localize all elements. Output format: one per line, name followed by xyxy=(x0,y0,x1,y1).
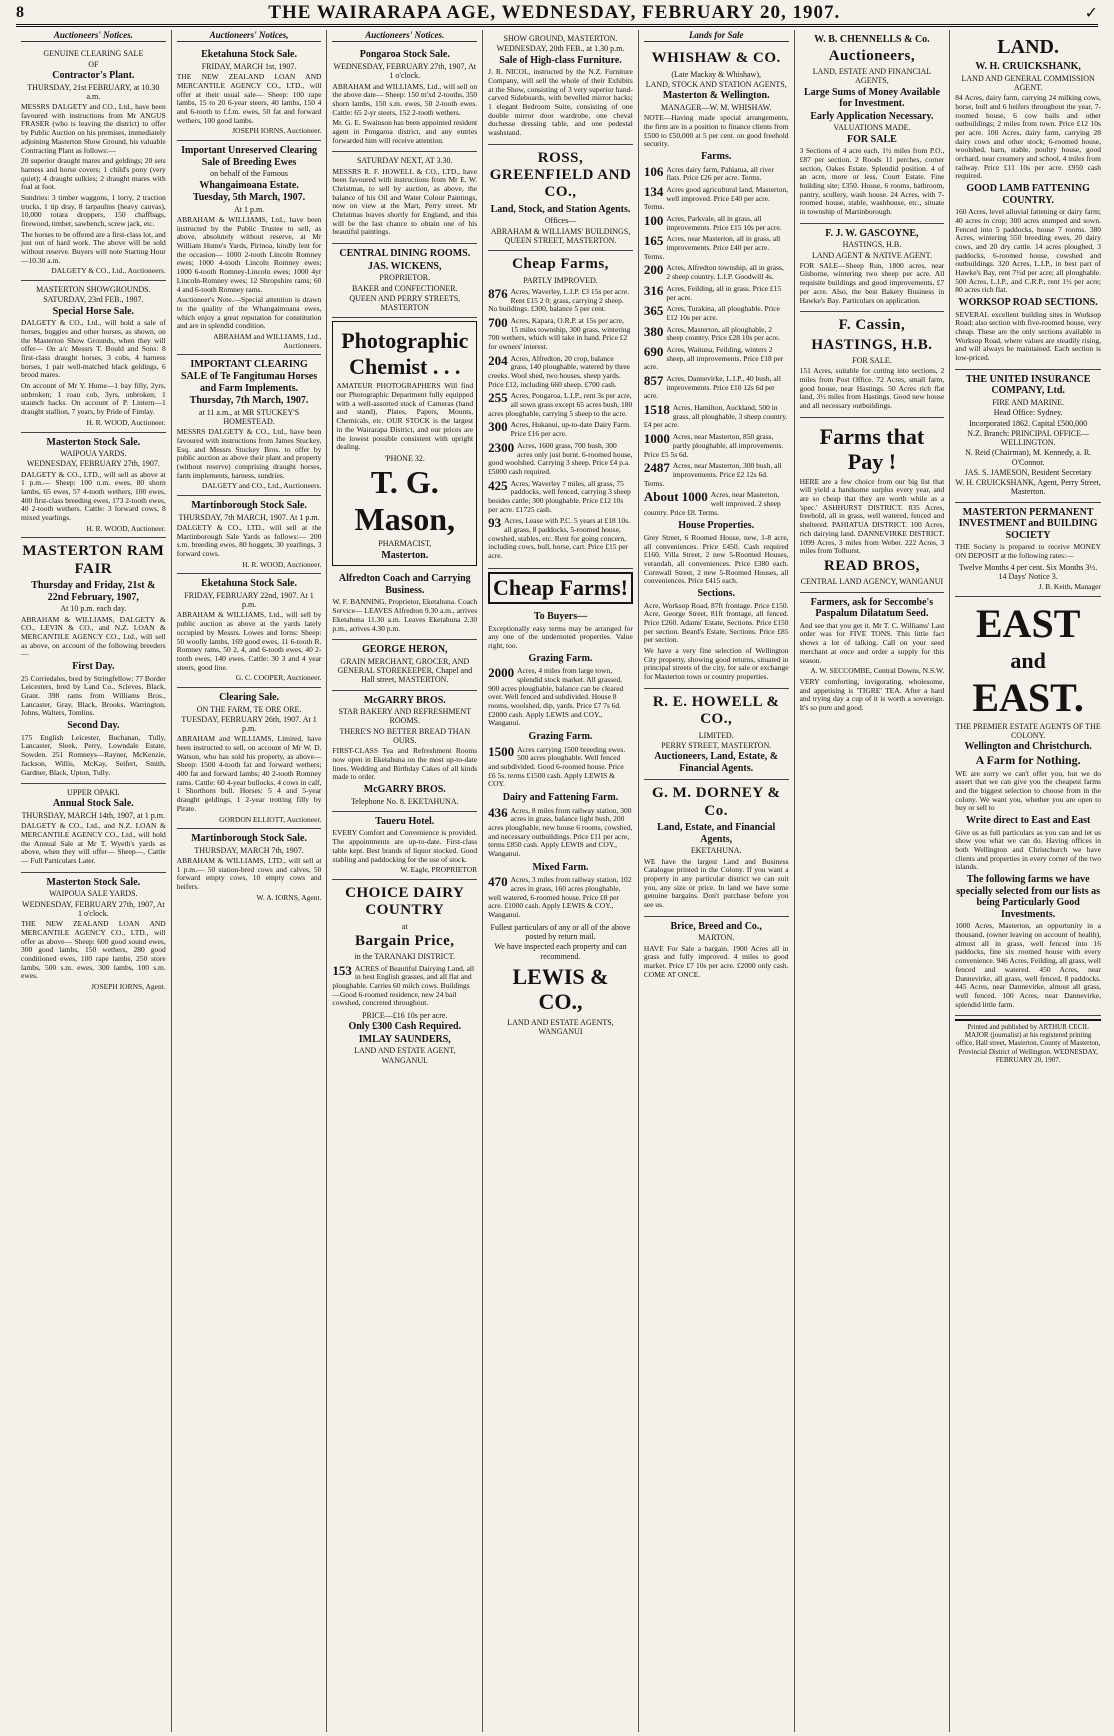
column-1 xyxy=(16,30,172,1732)
waipoua-sale-ad: Masterton Stock Sale. WAIPOUA YARDS. WEDNESDAY, FEBRUARY 27th, 1907. DALGETY & CO., LTD., will sell as above at 1 p.m.— Sheep: 100 n.m. ewes, 80 shorn lambs, 65 ewes, 57 4-tooth wethers, 100 ewes, 400 first-class breeding ewes, 173 2-tooth ewes, 40 2-tooth wethers. Cattle: 3 forward cows, 8 mixed yearlings. H. R. WOOD, Auctioneer. xyxy=(21,433,166,539)
list-item: 365 Acres, Turakina, all ploughable. Price £12 10s per acre. xyxy=(643,303,780,322)
list-item: 380 Acres, Masterton, all ploughable, 2 sheep country. Price £28 10s per acre. xyxy=(643,323,780,343)
list-item: 316 Acres, Feilding, all in grass. Price £15 per acre. xyxy=(643,282,782,302)
list-item: 106 Acres dairy farm, Pahiatua, all river flats. Price £26 per acre. Terms. xyxy=(643,163,775,183)
imprint-footer: Printed and published by ARTHUR CECIL MAJOR (journalist) at his registered printing office, Hall street, Masterton, County of Masterton, Provincial District of Wellington. WEDNESDAY, FEBRUARY 20, 1907. xyxy=(955,1019,1101,1064)
list-item: 857 Acres, Dannevirke, L.I.P., 40 bush, all improvements. Price £10 12s 6d per acre. xyxy=(643,373,781,401)
list-item: 700 Acres, Kapara, O.R.P. at 15s per acre, 15 miles township, 300 grass, wintering 700 wethers, which will take in hand. Price £2 for owners' interest. xyxy=(488,314,631,351)
list-item: About 1000 Acres, near Masterton, well improved. 2 sheep country. Price £8. Terms. xyxy=(643,489,781,517)
upper-opaki-ad: UPPER OPAKI. Annual Stock Sale. THURSDAY, MARCH 14th, 1907, at 1 p.m. DALGETY & CO., Ltd., and N.Z. LOAN & MERCANTILE AGENCY CO., Ltd., will hold the Annual Sale at Mr T. Wyeth's yards as above, when they will offer— Sheep—, Cattle— Full Particulars Later. xyxy=(21,784,166,873)
paspalum-seed-ad: Farmers, ask for Seccombe's Paspalum Dilatatum Seed. And see that you get it. Mr T. C. Williams' Last order was for FIVE TONS. This little fact shows a lot of talking. Call on your seed merchant at once and order a supply for this season. A. W. SECCOMBE, Central Downs, N.S.W. VERY comforting, invigorating, wholesome, and appetising is 'TIGRE' TEA. After a hard and trying day a cup of it is worth a sovereign. It's so pure and good. xyxy=(799,596,945,712)
clearing-sale-ad: GENUINE CLEARING SALE OF Contractor's Plant. THURSDAY, 21st FEBRUARY, at 10.30 a.m. MESSRS DALGETY and CO., Ltd., have been favoured with instructions from Mr ANGUS FRASER (who is leaving the district) to offer by Public Auction on his premises, immediately adjoining Masterton Show Ground, his valuable Contracting Plant as follows:— 20 superior draught mares and geldings; 20 sets harness and horse covers; 1 child's pony (very quiet); 4 draught sulkies; 2 draught mares with foal at foot. Sundries: 3 timber waggons, 1 lorry, 2 traction trucks, 1 tip dray, 8 tarpaulins (heavy canvas), 10,000 totara droppers, 150 chaffbags, firewood, timber, sawbench, screw jack, etc. The horses to be offered are a first-class lot, and just out of hard work. The above will be sold without reserve. Buyers will note Starting Hour—10.30 a.m. DALGETY & CO., Ltd., Auctioneers. xyxy=(21,45,166,281)
newspaper-title: THE WAIRARAPA AGE, WEDNESDAY, FEBRUARY 20, 1907. xyxy=(268,2,841,23)
eketahuna-sale-ad: Eketahuna Stock Sale. FRIDAY, MARCH 1st, 1907. THE NEW ZEALAND LOAN AND MERCANTILE AGENCY CO., LTD., will offer at their usual sale— Sheep: 100 rape lambs, 15 to 20 6-year steers, 40 lambs, 150 4 and 6-tooth to f.f.m. ewes, 50 fat and forward wethers, 100 good lambs. JOSEPH IORNS, Auctioneer. xyxy=(177,45,322,141)
united-insurance-ad: THE UNITED INSURANCE COMPANY, Ltd. FIRE AND MARINE. Head Office: Sydney. Incorporated 1862. Capital £500,000 N.Z. Branch: PRINCIPAL OFFICE—WELLINGTON. N. Reid (Chairman), M. Kennedy, a. R. O'Connor. JAS. S. JAMESON, Resident Secretary W. H. CRUICKSHANK, Agent, Perry Street, Masterton. xyxy=(955,370,1101,503)
column-3 xyxy=(327,30,483,1732)
brice-breed-ad: Brice, Breed and Co., MARTON. HAVE For Sale a bargain. 1900 Acres all in grass and fully improved. 4 miles to good market. Price £7 10s per acre. £2000 only cash. COME AT ONCE. xyxy=(643,920,789,979)
list-item: 93 Acres, Lease with P.C. 5 years at £18 10s. all grass, 8 paddocks, 5-roomed house, cowshed, stables, etc. Rent for going concern, including cows, bull, horse, cart. Price £15 per acre. xyxy=(488,515,630,561)
coach-service-ad: Alfredton Coach and Carrying Business. W. F. BANNING, Proprietor, Eketahuna. Coach Service— LEAVES Alfredton 9.30 a.m., arrives Eketahuna 11.30 a.m. Leaves Eketahuna 2.30 p.m., arrives 4.30 p.m. xyxy=(332,569,477,640)
chennells-ad: W. B. CHENNELLS & Co. Auctioneers, LAND, ESTATE AND FINANCIAL AGENTS, Large Sums of Money Available for Investment. Early Application Necessary. VALUATIONS MADE. FOR SALE 3 Sections of 4 acre each, 1½ miles from P.O., £87 per section. 2 Roods 11 perches, corner section, Oakes Estate. Splendid position. 4 of an acre, more or less, Court Estate. Fine building site; £350. House, 6 rooms, bathroom, pantry, scullery, wash house. 24 Acres, with 7-roomed house, stable, washhouse, etc., situate in township of Martinborough. xyxy=(800,30,945,224)
land-heading: LAND. xyxy=(997,36,1059,58)
column-5 xyxy=(639,30,795,1732)
waipoua-sale-2-ad: Masterton Stock Sale. WAIPOUA SALE YARDS. WEDNESDAY, FEBRUARY 27th, 1907, At 1 o'clock. THE NEW ZEALAND LOAN AND MERCANTILE AGENCY CO., LTD., will offer as above— Sheep: 600 good sound ewes, 300 good lambs, 150 wethers, 280 good conditioned ewes, 100 rape lambs, 250 store lambs, 500 s.m. ewes, 300 lambs, 100 s.m. ewes. JOSEPH IORNS, Agent. xyxy=(21,876,166,991)
list-item: 690 Acres, Waituna, Feilding, winters 2 sheep, all improvements. Price £18 per acre. xyxy=(643,343,784,372)
list-item: 1000 Acres, near Masterton, 850 grass, partly ploughable, all improvements. Price £5 5s 6d. xyxy=(643,431,784,459)
paintings-auction-ad: SATURDAY NEXT, AT 3.30. MESSRS R. F. HOWELL & CO., LTD., have been favoured with instructions from Mr E. W. Christmas, to sell by auction, as above, the balance of his Oil and Water Colour Paintings, now on view at the Mart, Perry street. Mr Christmas leaves shortly for England, and this will be the last chance to obtain one of his beautiful paintings. xyxy=(332,152,477,244)
cheap-farms-list xyxy=(488,285,633,561)
cruickshank-ad: LAND. W. H. CRUICKSHANK, LAND AND GENERAL COMMISSION AGENT. 84 Acres, dairy farm, carrying 24 milking cows, horse, bull and 6 heifers throughout the year, 7-roomed house, 6 cow bails and other outbuildings; 2 miles from town. Price £12 10s per acre. 100 Acres, dairy farm, carrying 28 dairy cows and other stock; 6-roomed house, woolshed, barn, stable, poultry house, good orchard, near creamery and school, 4 miles from railway. Price £11 10s per acre. £950 cash required. GOOD LAMB FATTENING COUNTRY. 160 Acres, level alluvial fattening or dairy farm; 40 acres in crop; 300 acres stumped and sown. Fenced into 5 paddocks, house 7 rooms. 380 Acres, wintering 550 breeding ewes, 20 dairy cows, and 20 dry cattle. 14 acres ploughed, 3 paddocks, 6-roomed house, cowshed and outbuildings. 320 Acres, L.I.P., in best part of Hawke's Bay, rent 7½d per acre; all ploughable. 500 Acres, L.I.P., and C.R.P., rent 1½ per acre; 80 acres rich flat. WORKSOP ROAD SECTIONS. SEVERAL excellent building sites in Worksop Road; also section with five-roomed house, very cheap. These are the only sections available in Worksop Road, where values are steadily rising, and will always be maintained. Each section is low-priced. xyxy=(955,30,1101,370)
column-header: Auctioneers' Notices. xyxy=(332,30,477,42)
list-item: 204 Acres, Alfredton, 20 crop, balance grass, 140 ploughable, watered by three creeks. Wool shed, two houses, sheep yards. Price £12, including 660 sheep. £700 cash. xyxy=(488,352,630,389)
whishaw-ad: WHISHAW & CO. (Late Mackay & Whishaw), LAND, STOCK AND STATION AGENTS, Masterton & Wellington. MANAGER—W. M. WHISHAW. NOTE—Having made special arrangements, the firm are in a position to finance clients from £500 to £50,000 at 5 per cent. on good freehold security. Farms. 106 Acres dairy farm, Pahiatua, all river flats. Price £26 per acre. Terms. 134 Acres good agricultural land, Masterton, well improved. Price £40 per acre. Terms. 100 Acres, Parkvale, all in grass, all improvements. Price £15 10s per acre. 165 Acres, near Masterton, all in grass, all improvements. Price £40 per acre. Terms. 200 Acres, Alfredton township, all in grass, 2 sheep country. L.I.P. Goodwill 4s. 316 Acres, Feilding, all in grass. Price £15 per acre. 365 Acres, Turakina, all ploughable. Price £12 10s per acre. 380 Acres, Masterton, all ploughable, 2 sheep country. Price £28 10s per acre. 690 Acres, Waituna, Feilding, winters 2 sheep, all improvements. Price £18 per acre. 857 Acres, Dannevirke, L.I.P., 40 bush, all improvements. Price £10 12s 6d per acre. 1518 Acres, Hamilton, Auckland, 500 in grass, all ploughable, 3 sheep country. £4 per acre. 1000 Acres, near Masterton, 850 grass, partly ploughable, all improvements. Price £5 5s 6d. 2487 Acres, near Masterton, 300 bush, all improvements. Price £2 12s 6d. Terms. About 1000 Acres, near Masterton, well improved. 2 sheep country. Price £8. Terms. House Properties. Grey Street, 6 Roomed House, new, 1-8 acre, all conveniences. Price £450. Cash required £160. Villa Street, 2 new 5-Roomed Houses, verandah, all conveniences. Price £380 each. Cornwall Street, 2 new 5-Roomed Houses, all conveniences. Price £415 each. Sections. Acre, Worksop Road, 87ft frontage. Price £150. Acre, George Street, 81ft frontage, all fenced. Price £260. Adams' Estate, Sections. Price £150 per section. Beard's Estate, Sections. Price £85 per section. We have a very fine selection of Wellington City property, showing good returns, situated in principal streets of the city, for sale or exchange for Masterton town or country properties. xyxy=(644,45,789,688)
list-item: 300 Acres, Hukanui, up-to-date Dairy Farm. Price £16 per acre. xyxy=(488,419,631,439)
furniture-sale-ad: SHOW GROUND, MASTERTON. WEDNESDAY, 20th FEB., at 1.30 p.m. Sale of High-class Furniture. J. R. NICOL, instructed by the N.Z. Furniture Company, will sell the whole of their Exhibits at the Show, consisting of 3 very superior hand-carved Sideboards, with bevelled mirror backs; 1 elegant Bedroom Suite, consisting of one double mirror door wardrobe, one cheval duchesse dressing table, and one pedestal washstand. xyxy=(488,30,633,145)
columns xyxy=(16,30,1106,1732)
eketahuna-sale-2-ad: Eketahuna Stock Sale. FRIDAY, FEBRUARY 22nd, 1907. At 1 p.m. ABRAHAM & WILLIAMS, Ltd., will sell by public auction as above at the yards lately occupied by Messrs. Lowes and Iorns: Sheep: 50 woolly lambs, 169 good ewes, 11 6-tooth R. Romney rams, 50 2, 4, and 6-tooth ewes, 40 2-tooth ewes, 140 ewes. Cattle: 30 3 and 4 year steers, good line. G. C. COOPER, Auctioneer. xyxy=(177,574,322,688)
list-item: 2300 Acres, 1600 grass, 700 bush, 300 acres only just burnt. 6-roomed house, good woolshed. Carrying 3 sheep. Price £4 p.a. £5000 cash required. xyxy=(488,439,633,476)
building-society-ad: MASTERTON PERMANENT INVESTMENT and BUILDING SOCIETY THE Society is prepared to receive MONEY ON DEPOSIT at the following rates:— Twelve Months 4 per cent. Six Months 3½. 14 Days' Notice 3. J. B. Keith, Manager xyxy=(955,503,1101,597)
dining-rooms-ad: CENTRAL DINING ROOMS. JAS. WICKENS, PROPRIETOR. BAKER and CONFECTIONER. QUEEN AND PERRY STREETS, MASTERTON xyxy=(332,244,477,318)
mcgarry-bros-ad: McGARRY BROS. STAR BAKERY AND REFRESHMENT ROOMS. THERE'S NO BETTER BREAD THAN OURS. FIRST-CLASS Tea and Refreshment Rooms now open in Eketahuna on the most up-to-date lines. Wedding and Birthday Cakes of all kinds made to order. McGARRY BROS. Telephone No. 8. EKETAHUNA. xyxy=(332,691,477,812)
column-header: Lands for Sale xyxy=(644,30,789,42)
taueru-hotel-ad: Taueru Hotel. EVERY Comfort and Convenience is provided. The appointments are up-to-date. First-class table kept. Best brands of liquor stocked. Good stabling and paddocking for the use of stock. W. Eagle, PROPRIETOR xyxy=(332,812,477,880)
dairy-country-ad: CHOICE DAIRY COUNTRY at Bargain Price, in the TARANAKI DISTRICT. 153 ACRES of Beautiful Dairying Land, all in best English grasses, and all flat and ploughable. Carries 60 milch cows. Buildings—Good 6-roomed residence, new 24 bail cowshed, concreted throughout. PRICE—£16 10s per acre. Only £300 Cash Required. IMLAY SAUNDERS, LAND AND ESTATE AGENT, WANGANUI. xyxy=(332,884,475,1065)
list-item: 165 Acres, near Masterton, all in grass, all improvements. Price £40 per acre. Terms. xyxy=(643,233,781,261)
george-heron-ad: GEORGE HERON, GRAIN MERCHANT, GROCER, AND GENERAL STOREKEEPER, Chapel and Hall street, MASTERTON. xyxy=(332,640,477,690)
list-item: 425 Acres, Waverley 7 miles, all grass, 75 paddocks, well fenced, carrying 3 sheep besides cattle; 300 ploughable. Price £12 10s per acre. £1725 cash. xyxy=(488,477,631,514)
list-item: 200 Acres, Alfredton township, all in grass, 2 sheep country. L.I.P. Goodwill 4s. xyxy=(643,262,784,282)
dorney-ad: G. M. DORNEY & Co. Land, Estate, and Financial Agents, EKETAHUNA. WE have the largest Land and Business Catalogue printed in the Colony. If you want a property in any particular district we can suit you, any size or price. In land we have some genuine bargains. Don't purchase before you see us. xyxy=(644,780,789,916)
martinborough-sale-2-ad: Martinborough Stock Sale. THURSDAY, MARCH 7th, 1907. ABRAHAM & WILLIAMS, LTD., will sell at 1 p.m.— 50 station-bred cows and calves, 50 forward empty cows, 10 empty cows and heifers. W. A. IORNS, Agent. xyxy=(176,833,322,902)
ross-greenfield-ad: ROSS, GREENFIELD AND CO., Land, Stock, and Station Agents. Offices— ABRAHAM & WILLIAMS' BUILDINGS, QUEEN STREET, MASTERTON. xyxy=(488,145,633,252)
masthead xyxy=(16,2,1098,27)
list-item: 2487 Acres, near Masterton, 300 bush, all improvements. Price £2 12s 6d. Terms. xyxy=(643,460,782,488)
cheap-farms-banner: Cheap Farms! xyxy=(488,572,633,604)
east-and-east-ad: EAST and EAST. THE PREMIER ESTATE AGENTS OF THE COLONY. Wellington and Christchurch. A Farm for Nothing. WE are sorry we can't offer you, but we do assert that we can give you the cheapest farms and the biggest selection to choose from in the colony. We want you, whether you are open to buy or sell to Write direct to East and East Give us as full particulars as you can and let us show you what we can do. Having offices in both Wellington and Christchurch we have clients and properties in every corner of the two islands. The following farms we have specially selected from our lists as being Particularly Good Investments. 1000 Acres, Masterton, an opportunity in a thousand, (owner leaving on account of health), almost all in grass, well fenced into 16 paddocks, fine six roomed house with every convenience. 946 Acres, Feilding, all grass, well fenced and watered. 450 Acres, near Dannevirke, all grass, well fenced, 8 paddocks. 445 Acres, near Dannevirke, almost all grass, well fenced. 100 Acres, near Dannevirke, splendid little farm. xyxy=(955,597,1101,1016)
photographic-chemist-ad: Photographic Chemist . . . AMATEUR PHOTOGRAPHERS Will find our Photographic Department fully equipped with a well-assorted stock of Cameras (hand and stand), Plates, Papers, Mounts, Chemicals, etc. OUR STOCK is the largest in the Wairarapa District, and our prices are the lowest possible consistent with upright dealing. 'PHONE 32. T. G. Mason, PHARMACIST, Masterton. xyxy=(332,321,477,566)
column-7 xyxy=(950,30,1106,1732)
pongaroa-sale-ad: Pongaroa Stock Sale. WEDNESDAY, FEBRUARY 27th, 1907, At 1 o'clock. ABRAHAM and WILLIAMS, Ltd., will sell on the above date— Sheep: 150 m'xd 2-tooths, 350 shorn lambs, 150 s.m. ewes, 50 2-tooth ewes. Cattle: 65 2-yr steers, 152 2-tooth wethers. Mr. G. E. Swainson has been appointed resident agent in Pongaroa district, and any entries forwarded him will receive attention. xyxy=(332,45,477,152)
te-ore-ore-clearing-ad: Clearing Sale. ON THE FARM, TE ORE ORE. TUESDAY, FEBRUARY 26th, 1907. At 1 p.m. ABRAHAM and WILLIAMS, Limited, have been instructed to sell, on account of Mr W. D. Watson, who has sold his property, as above— Sheep: 1500 4-tooth fat and forward wethers; 400 fat and forward lambs; 40 2-tooth Romney rams. Cattle: 60 4-year bullocks, 4 cows in calf, 1 Shorthorn bull. Horses: 5 4 and 5-year draught geldings, 1 2-year trotting filly by Pirate. GORDON ELLIOTT, Auctioneer. xyxy=(177,688,322,829)
cassin-ad: F. Cassin, HASTINGS, H.B. FOR SALE. 151 Acres, suitable for cutting into sections, 2 miles from Post Office. 72 Acres, small farm, good house, near Hastings. 50 Acres rich flat land, 3½ miles from Hastings. Good new house and all necessary outbuildings. xyxy=(800,312,945,417)
farms-that-pay-ad: Farms that Pay ! HERE are a few choice from our big list that will yield a handsome surplus every year, and are so cheap that they are worth while as a 'spec.' ASHHURST DISTRICT. 835 Acres, freehold, all in grass, well watered, fenced and sheltered. PAHIATUA DISTRICT. 100 Acres, rich dairying land. DANNEVIRKE DISTRICT. 1099 Acres, 3 miles from Weber. 222 Acres, 3 miles from Tolhurst. READ BROS, CENTRAL LAND AGENCY, WANGANUI xyxy=(800,418,945,593)
page-number: 8 xyxy=(16,4,24,21)
fangitumau-sale-ad: IMPORTANT CLEARING SALE of Te Fangitumau Horses and Farm Implements. Thursday, 7th March, 1907. at 11 a.m., at MR STUCKEY'S HOMESTEAD. MESSRS DALGETY & CO., Ltd., have been favoured with instructions from James Stuckey, Esq. and Messrs Stuckey Bros. to offer by public auction as above their plant and property (without reserve) comprising draught horses, farm implements, harness, sundries. DALGETY and CO., Ltd., Auctioneers. xyxy=(177,355,322,496)
horse-sale-ad: MASTERTON SHOWGROUNDS. SATURDAY, 23rd FEB., 1907. Special Horse Sale. DALGETY & CO., Ltd., will hold a sale of horses, buggies and other horses, as shown, on the Masterton Show Grounds, when they will offer— On a/c Messrs T. Bould and Sons: 8 first-class draught horses, 3 cobs, 4 harness horses, 1 pair well-matched black geldings, 6 brood mares. On account of Mr Y. Hume—1 bay filly, 2yrs, unbroken; 1 roan cob, 3yrs, unbroken; 1 staunch hacks. On account of P. Lintern—1 draught stallion, 7 years, by Pride of Fimlay. H. R. WOOD, Auctioneer. xyxy=(21,281,166,432)
column-4 xyxy=(483,30,639,1732)
martinborough-sale-ad: Martinborough Stock Sale. THURSDAY, 7th MARCH, 1907. At 1 p.m. DALGETY & CO., LTD., will sell at the Martinborough Sale Yards as follows:— 200 s.m. breeding ewes, 80 hoggets, 30 yearlings, 3 forward cows. H. R. WOOD, Auctioneer. xyxy=(177,496,322,574)
lewis-farms-ad: To Buyers— Exceptionally easy terms may be arranged for any one of the undernoted properties. Value right, too. Grazing Farm. 2000 Acres, 4 miles from large town, splendid stock market. All grassed. 900 acres ploughable, balance can be cleared over. Well fenced and subdivided. House 8 rooms, woolshed, dip, yards. Price £7 7s 6d. £2000 cash. Apply LEWIS and COY., Wanganui. Grazing Farm. 1500 Acres carrying 1500 breeding ewes. 500 acres ploughable. Well fenced and subdivided. Good 6-roomed house. Price £6 5s. terms £1500 cash. Apply LEWIS & COY. Dairy and Fattening Farm. 436 Acres, 8 miles from railway station, 300 acres in grass, balance light bush, 200 acres ploughable, new house 6 rooms, cowshed, and necessary outbuildings. Price £11 per acre, terms £850 cash. Apply LEWIS and COY., Wanganui. Mixed Farm. 470 Acres, 3 miles from railway station, 102 acres in grass, 160 acres ploughable, well watered, 6-roomed house. Price £8 per acre. £1000 cash. Apply LEWIS & COY., Wanganui. Fullest particulars of any or all of the above posted by return mail. We have inspected each property and can recommend. LEWIS & CO., LAND AND ESTATE AGENTS, WANGANUI xyxy=(488,610,633,1037)
howell-ad: R. E. HOWELL & CO., LIMITED. PERRY STREET, MASTERTON. Auctioneers, Land, Estate, & Financial Agents. xyxy=(644,689,789,781)
list-item: 876 Acres, Waverley, L.I.P. £3 15s per acre. Rent £15 2 0; grass, carrying 2 sheep. No buildings. £300, balance 5 per cent. xyxy=(488,285,629,314)
column-header: Auctioneers' Notices, xyxy=(177,30,322,42)
unreserved-sale-ad: Important Unreserved Clearing Sale of Breeding Ewes on behalf of the Famous Whangaimoana Estate. Tuesday, 5th March, 1907. At 1 p.m. ABRAHAM & WILLIAMS, Ltd., have been instructed by the Public Trustee to sell, as above, absolutely without reserve, at Mr William Hume's Yards, Pirinoa, kindly lent for the occasion— 1000 2-tooth Lincoln Romney ewes; 1000 4-tooth Lincoln Romney ewes; 1000 6-tooth Romney-Lincoln ewes; 1000 4yr Lincoln-Romney ewes; 12 Shropshire rams; 60 4 and 6-tooth Romney rams. Auctioneer's Note.—Special attention is drawn to the quality of the Whangaimoana ewes, which enjoy a great reputation for constitution and are in splendid condition. ABRAHAM and WILLIAMS, Ltd., Auctioneers. xyxy=(177,141,322,355)
whishaw-farms-list xyxy=(643,163,789,518)
column-header: Auctioneers' Notices. xyxy=(21,30,166,42)
column-2 xyxy=(172,30,328,1732)
gascoyne-ad: F. J. W. GASCOYNE, HASTINGS, H.B. LAND AGENT & NATIVE AGENT. FOR SALE—Sheep Run, 1800 acres, near Gisborne, wintering two sheep per acre. All requisite buildings and good improvements, £7 per acre. Also, the best Bakery Business in Hawke's Bay. Particulars on application. xyxy=(800,224,945,313)
checkmark-icon: ✓ xyxy=(1084,5,1098,22)
ram-fair-ad: MASTERTON RAM FAIR Thursday and Friday, 21st & 22nd February, 1907, At 10 p.m. each day. ABRAHAM & WILLIAMS, DALGETY & CO., LEVIN & CO., and N.Z. LOAN & MERCANTILE AGENCY CO., Ltd., will sell as above, on account of the following breeders— First Day. 25 Corriedales, bred by Stringfellow; 77 Border Leicesters, bred by Land Co., Scleves, Black, Grant. 398 rams from Williams Bros., Lancaster, Gray, Black, Brooks, Warrington, Johns, Walters, Tomlins. Second Day. 175 English Leicester, Buchanan, Tully, Lancaster, Sleek, Perry, Lowndale Estate, Sowden. 251 Romneys—Rayner, McKenzie, Jackson, Willis, McKay, Seifert, Smith, Gardner, Black, Upton, Tully. xyxy=(21,538,166,784)
list-item: 255 Acres, Pongaroa, L.I.P., rent 3s per acre, all sown grass except 65 acres bush, 180 acres ploughable, carrying 5 sheep to the acre. xyxy=(488,390,633,418)
list-item: 1518 Acres, Hamilton, Auckland, 500 in grass, all ploughable, 3 sheep country. £4 per acre. xyxy=(643,402,788,430)
list-item: 134 Acres good agricultural land, Masterton, well improved. Price £40 per acre. Terms. xyxy=(643,183,788,212)
column-6 xyxy=(795,30,951,1732)
list-item: 100 Acres, Parkvale, all in grass, all improvements. Price £15 10s per acre. xyxy=(643,213,782,232)
cheap-farms-ad: Cheap Farms, PARTLY IMPROVED. 876 Acres, Waverley, L.I.P. £3 15s per acre. Rent £15 2 0; grass, carrying 2 sheep. No buildings. £300, balance 5 per cent. 700 Acres, Kapara, O.R.P. at 15s per acre, 15 miles township, 300 grass, wintering 700 wethers, which will take in hand. Price £2 for owners' interest. 204 Acres, Alfredton, 20 crop, balance grass, 140 ploughable, watered by three creeks. Wool shed, two houses, sheep yards. Price £12, including 660 sheep. £700 cash. 255 Acres, Pongaroa, L.I.P., rent 3s per acre, all sown grass except 65 acres bush, 180 acres ploughable, carrying 5 sheep to the acre. 300 Acres, Hukanui, up-to-date Dairy Farm. Price £16 per acre. 2300 Acres, 1600 grass, 700 bush, 300 acres only just burnt. 6-roomed house, good woolshed. Carrying 3 sheep. Price £4 p.a. £5000 cash required. 425 Acres, Waverley 7 miles, all grass, 75 paddocks, well fenced, carrying 3 sheep besides cattle; 300 ploughable. Price £12 10s per acre. £1725 cash. 93 Acres, Lease with P.C. 5 years at £18 10s. all grass, 8 paddocks, 5-roomed house, cowshed, stables, etc. Rent for going concern, including cows, bull, horse, cart. Price £15 per acre. xyxy=(488,251,633,569)
